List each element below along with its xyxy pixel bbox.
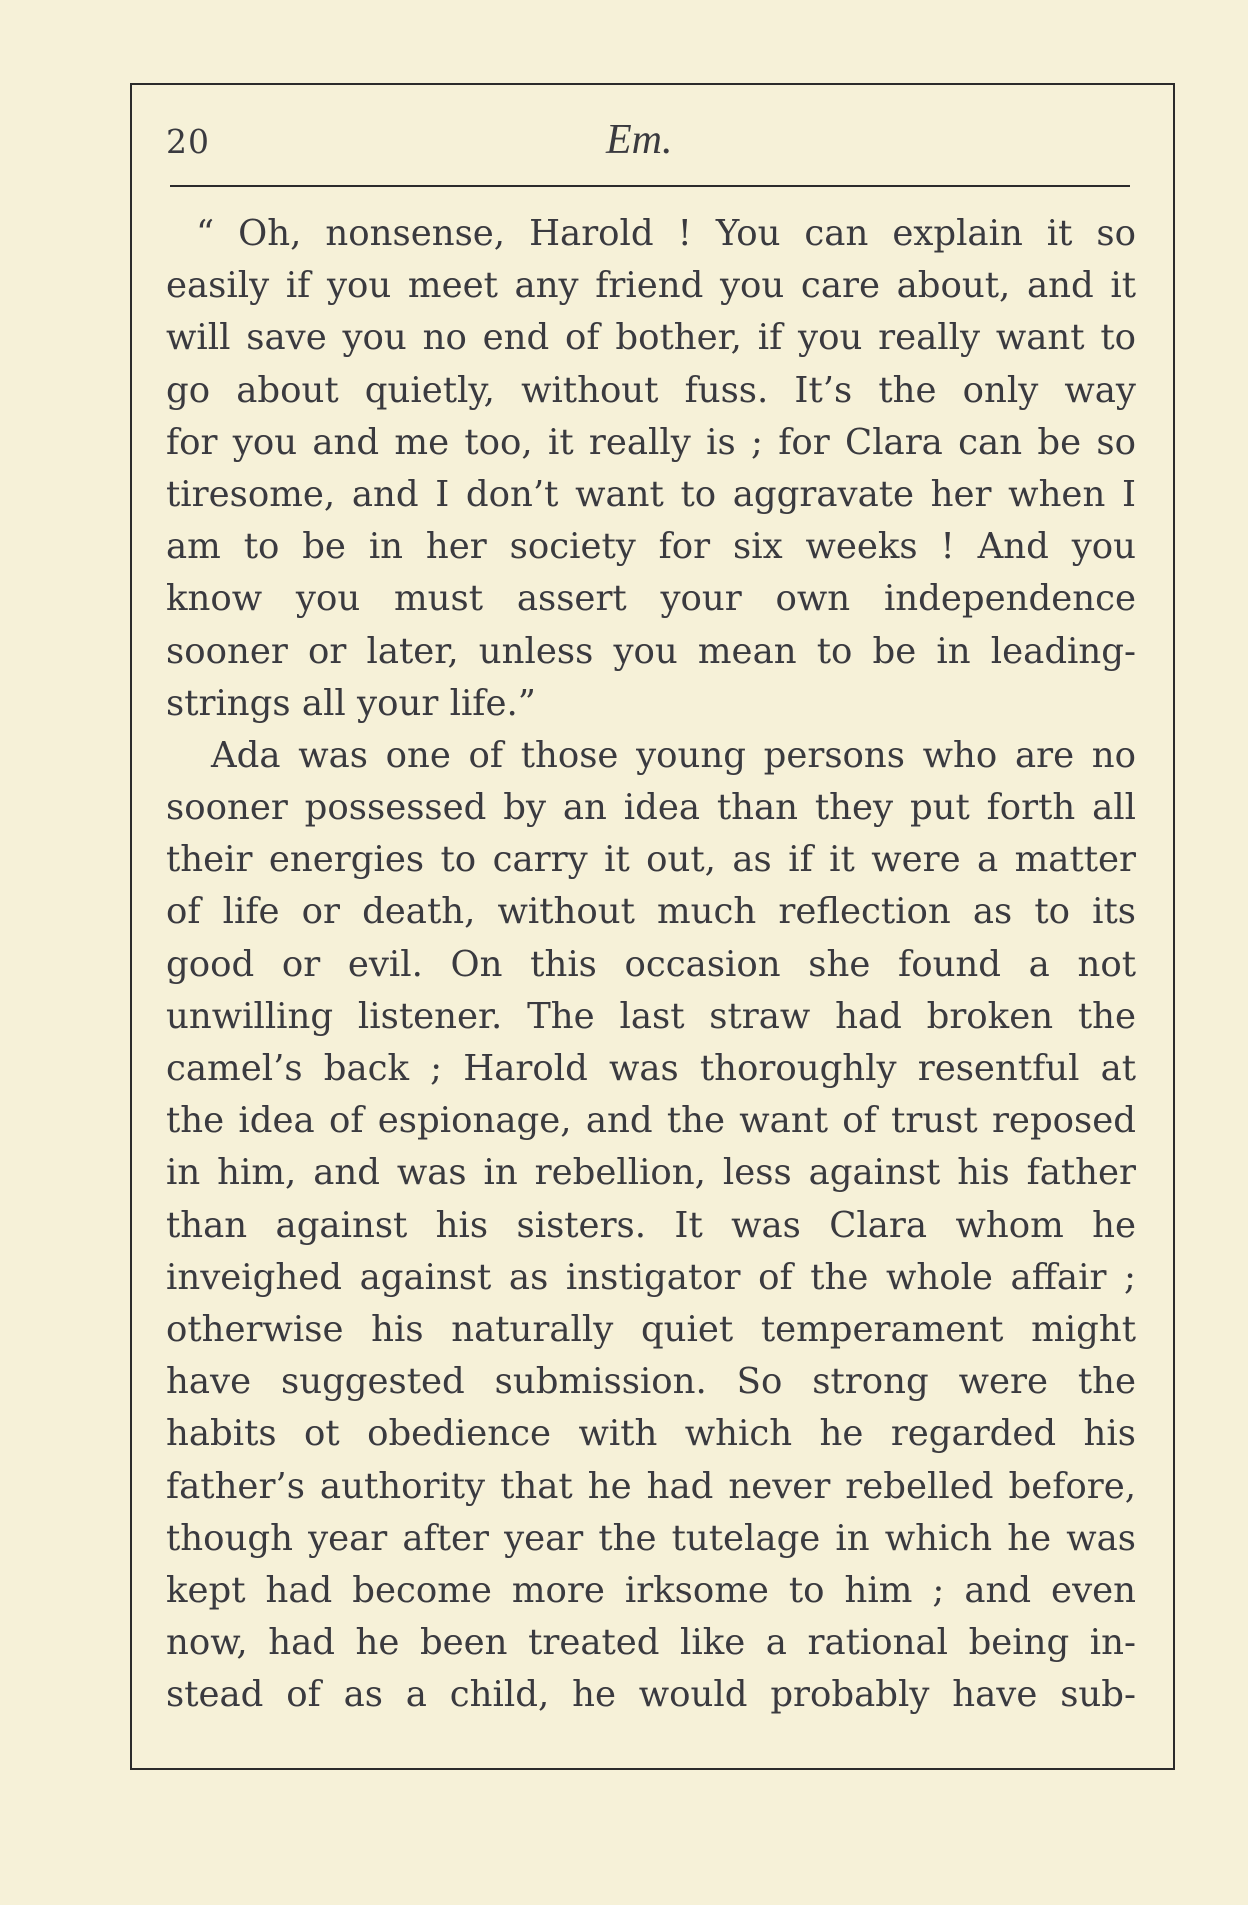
text-line: strings all your life.” bbox=[166, 682, 536, 724]
text-line: go about quietly, without fuss. It’s the only way bbox=[166, 369, 1136, 411]
text-line: otherwise his naturally quiet temperament might bbox=[166, 1308, 1136, 1350]
text-line: have suggested submission. So strong were the bbox=[166, 1361, 1136, 1403]
text-line: than against his sisters. It was Clara whom he bbox=[166, 1204, 1136, 1246]
text-line: father’s authority that he had never rebelled before, bbox=[166, 1465, 1136, 1507]
body-text bbox=[166, 208, 1136, 1721]
text-line: am to be in her society for six weeks ! And you bbox=[166, 526, 1136, 568]
header-rule bbox=[170, 185, 1130, 187]
text-line: habits ot obedience with which he regarded his bbox=[166, 1413, 1136, 1455]
text-line: tiresome, and I don’t want to aggravate her when I bbox=[166, 473, 1136, 515]
text-line: their energies to carry it out, as if it were a matter bbox=[166, 839, 1136, 881]
text-line: though year after year the tutelage in which he was bbox=[166, 1517, 1136, 1559]
text-line: stead of as a child, he would probably have sub- bbox=[166, 1674, 1136, 1716]
text-line: inveighed against as instigator of the whole affair ; bbox=[166, 1256, 1136, 1298]
text-line: unwilling listener. The last straw had broken the bbox=[166, 995, 1136, 1037]
text-line: camel’s back ; Harold was thoroughly resentful at bbox=[166, 1048, 1136, 1089]
text-line: kept had become more irksome to him ; and even bbox=[166, 1569, 1136, 1611]
text-line: now, had he been treated like a rational being in- bbox=[166, 1622, 1136, 1664]
text-line: Ada was one of those young persons who are no bbox=[211, 734, 1136, 776]
text-line: good or evil. On this occasion she found a not bbox=[166, 943, 1136, 985]
running-title: Em. bbox=[606, 117, 673, 163]
text-line: “ Oh, nonsense, Harold ! You can explain it so bbox=[196, 213, 1136, 254]
text-line: for you and me too, it really is ; for Clara can be so bbox=[166, 421, 1136, 463]
text-line: know you must assert your own independence bbox=[166, 578, 1136, 620]
text-line: in him, and was in rebellion, less against his father bbox=[166, 1152, 1136, 1194]
text-line: will save you no end of bother, if you really want to bbox=[166, 317, 1136, 359]
text-line: the idea of espionage, and the want of trust reposed bbox=[166, 1100, 1136, 1142]
page-number: 20 bbox=[166, 122, 210, 161]
text-line: of life or death, without much reflection as to its bbox=[166, 891, 1136, 933]
page-header bbox=[166, 112, 1134, 182]
text-line: sooner or later, unless you mean to be in leading- bbox=[166, 630, 1136, 672]
text-line: easily if you meet any friend you care about, and it bbox=[166, 265, 1136, 307]
text-line: sooner possessed by an idea than they put forth all bbox=[166, 787, 1136, 829]
